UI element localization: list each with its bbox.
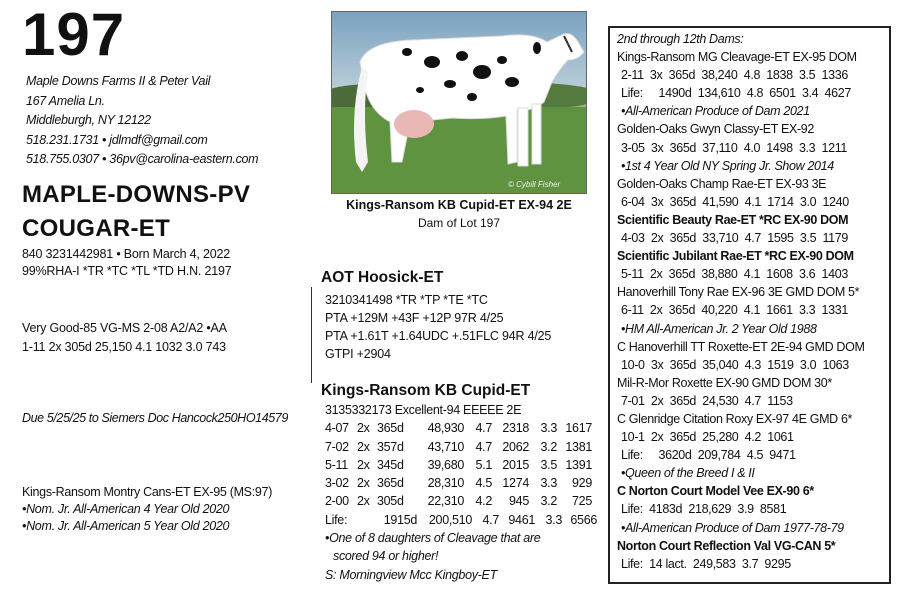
- pedigree-line: Life: 3620d 209,784 4.5 9471: [621, 448, 796, 463]
- dam-record-cell: 1391: [565, 457, 592, 472]
- dam-summary: [22, 484, 272, 535]
- pedigree-line: •All-American Produce of Dam 2021: [621, 104, 810, 119]
- classification-line: Very Good-85 VG-MS 2-08 A2/A2 •AA: [22, 321, 227, 335]
- dam-record-cell: 7-02: [325, 439, 349, 454]
- pedigree-line: Life: 1490d 134,610 4.8 6501 3.4 4627: [621, 86, 851, 101]
- pedigree-line: •HM All-American Jr. 2 Year Old 1988: [621, 321, 817, 336]
- life-milk: 200,510: [428, 512, 472, 527]
- sire-name: AOT Hoosick-ET: [321, 269, 444, 286]
- dam-record-cell: 4.7: [475, 421, 492, 436]
- dam-record-cell: 365d: [377, 421, 404, 436]
- owner-phone1: 518.231.1731 • jdlmdf@gmail.com: [26, 132, 208, 147]
- pedigree-line: C Hanoverhill TT Roxette-ET 2E-94 GMD DOM: [617, 339, 865, 354]
- dam-record-cell: 345d: [377, 457, 404, 472]
- pedigree-line: 5-11 2x 365d 38,880 4.1 1608 3.6 1403: [621, 267, 848, 282]
- dam-record-cell: 5.1: [475, 457, 492, 472]
- dam-record-cell: 945: [509, 494, 529, 509]
- pedigree-bracket-line: [311, 287, 312, 383]
- pedigree-line: Kings-Ransom MG Cleavage-ET EX-95 DOM: [617, 50, 857, 65]
- dam-record-cell: 2318: [502, 421, 529, 436]
- pedigree-line: 2-11 3x 365d 38,240 4.8 1838 3.5 1336: [621, 68, 848, 83]
- pedigree-line: Scientific Jubilant Rae-ET *RC EX-90 DOM: [617, 249, 854, 264]
- owner-name: Maple Downs Farms II & Peter Vail: [26, 74, 211, 88]
- dam-record-row: [325, 419, 597, 437]
- sire-line: PTA +129M +43F +12P 97R 4/25: [325, 311, 504, 325]
- pedigree-line: 6-11 2x 365d 40,220 4.1 1661 3.3 1331: [621, 303, 848, 318]
- animal-ids: [22, 246, 231, 279]
- dam-summary-line: Kings-Ransom Montry Cans-ET EX-95 (MS:97): [22, 485, 273, 499]
- cow-photo: [331, 11, 587, 194]
- dam-record-cell: 1381: [565, 439, 592, 454]
- pedigree-line: 4-03 2x 365d 33,710 4.7 1595 3.5 1179: [621, 231, 848, 246]
- photo-watermark: © Cybill Fisher: [508, 180, 561, 189]
- pedigree-line: C Glenridge Citation Roxy EX-97 4E GMD 6*: [617, 411, 853, 426]
- animal-name-line2: COUGAR-ET: [22, 215, 171, 242]
- dam-record-cell: 28,310: [427, 476, 464, 491]
- life-fat-pct: 4.7: [482, 512, 499, 527]
- pedigree-line: 3-05 3x 365d 37,110 4.0 1498 3.3 1211: [621, 140, 847, 155]
- dam-record-cell: 4.5: [475, 476, 492, 491]
- dam-record-cell: 3.5: [540, 457, 557, 472]
- pedigree-lines: [617, 30, 865, 573]
- pedigree-line: •1st 4 Year Old NY Spring Jr. Show 2014: [621, 158, 834, 173]
- dam-record-cell: 4.7: [475, 439, 492, 454]
- dam-record-row: [325, 492, 597, 510]
- pedigree-line: 7-01 2x 365d 24,530 4.7 1153: [621, 393, 793, 408]
- dam-record-cell: 22,310: [427, 494, 464, 509]
- sire-line: GTPI +2904: [325, 347, 391, 361]
- photo-caption-sub: Dam of Lot 197: [417, 216, 501, 230]
- dam-record-cell: 1274: [502, 476, 529, 491]
- dam-details: [325, 401, 597, 584]
- lot-number: 197: [22, 1, 126, 68]
- due-date: Due 5/25/25 to Siemers Doc Hancock250HO14579: [22, 411, 288, 425]
- dam-record-row: [325, 456, 597, 474]
- dam-record-cell: 2015: [502, 457, 529, 472]
- dam-records: [325, 419, 597, 510]
- dam-record-cell: 1617: [565, 421, 592, 436]
- dam-id-line: 3135332173 Excellent-94 EEEEE 2E: [325, 403, 522, 417]
- pedigree-line: Life: 14 lact. 249,583 3.7 9295: [621, 556, 791, 571]
- dam-record-row: [325, 438, 597, 456]
- dam-record-cell: 2x: [357, 476, 370, 491]
- dam-record-cell: 2x: [357, 421, 370, 436]
- sire-line: 3210341498 *TR *TP *TE *TC: [325, 293, 488, 307]
- sire-details: [325, 291, 551, 363]
- life-label: Life:: [325, 512, 348, 527]
- animal-haplo-line: 99%RHA-I *TR *TC *TL *TD H.N. 2197: [22, 263, 232, 278]
- dam-record-cell: 2x: [357, 457, 370, 472]
- dam-summary-note2: •Nom. Jr. All-American 5 Year Old 2020: [22, 519, 230, 533]
- dam-record-cell: 43,710: [427, 439, 464, 454]
- dam-record-cell: 2-00: [325, 494, 349, 509]
- dam-record-cell: 3.2: [540, 439, 557, 454]
- record-line: 1-11 2x 305d 25,150 4.1 1032 3.0 743: [22, 340, 226, 354]
- dam-record-cell: 3.3: [540, 476, 557, 491]
- life-pro-pct: 3.3: [545, 512, 562, 527]
- pedigree-line: •All-American Produce of Dam 1977-78-79: [621, 520, 844, 535]
- dam-record-cell: 365d: [377, 476, 404, 491]
- pedigree-line: Life: 4183d 218,629 3.9 8581: [621, 502, 787, 517]
- pedigree-line: Norton Court Reflection Val VG-CAN 5*: [617, 538, 836, 553]
- owner-contact: [26, 72, 258, 170]
- dam-sire-line: S: Morningview Mcc Kingboy-ET: [325, 567, 497, 582]
- animal-name-line1: MAPLE-DOWNS-PV: [22, 181, 251, 208]
- dam-record-cell: 3.3: [540, 421, 557, 436]
- dam-record-cell: 725: [572, 494, 592, 509]
- dam-name: Kings-Ransom KB Cupid-ET: [321, 382, 531, 399]
- photo-caption-name: Kings-Ransom KB Cupid-ET EX-94 2E: [346, 198, 572, 212]
- dam-record-cell: 3.2: [540, 494, 557, 509]
- dam-note1: •One of 8 daughters of Cleavage that are: [325, 531, 541, 546]
- sire-line: PTA +1.61T +1.64UDC +.51FLC 94R 4/25: [325, 329, 552, 343]
- animal-name: [22, 178, 250, 246]
- life-fat: 9461: [508, 512, 535, 527]
- dam-record-cell: 357d: [377, 439, 404, 454]
- pedigree-line: Golden-Oaks Champ Rae-ET EX-93 3E: [617, 176, 827, 191]
- life-days: 1915d: [383, 512, 417, 527]
- dam-record-row: [325, 474, 597, 492]
- pedigree-line: 10-0 3x 365d 35,040 4.3 1519 3.0 1063: [621, 357, 849, 372]
- pedigree-line: Golden-Oaks Gwyn Classy-ET EX-92: [617, 122, 814, 137]
- pedigree-line: 10-1 2x 365d 25,280 4.2 1061: [621, 430, 794, 445]
- dam-life-row: [325, 511, 597, 529]
- dam-record-cell: 929: [572, 476, 592, 491]
- pedigree-line: •Queen of the Breed I & II: [621, 466, 755, 481]
- pedigree-line: 2nd through 12th Dams:: [617, 32, 744, 46]
- pedigree-line: Scientific Beauty Rae-ET *RC EX-90 DOM: [617, 212, 849, 227]
- dam-record-cell: 2062: [502, 439, 529, 454]
- dam-record-cell: 305d: [377, 494, 404, 509]
- pedigree-line: Mil-R-Mor Roxette EX-90 GMD DOM 30*: [617, 375, 832, 390]
- dam-record-cell: 3-02: [325, 476, 349, 491]
- dam-record-cell: 5-11: [325, 457, 348, 472]
- owner-city: Middleburgh, NY 12122: [26, 113, 151, 127]
- dam-record-cell: 39,680: [427, 457, 464, 472]
- cow-illustration: [332, 12, 586, 193]
- dam-note2: scored 94 or higher!: [333, 549, 439, 564]
- dam-record-cell: 48,930: [427, 421, 464, 436]
- dam-record-cell: 4.2: [475, 494, 492, 509]
- life-pro: 6566: [570, 512, 597, 527]
- pedigree-line: C Norton Court Model Vee EX-90 6*: [617, 484, 814, 499]
- dam-summary-note1: •Nom. Jr. All-American 4 Year Old 2020: [22, 502, 230, 516]
- dam-record-cell: 2x: [357, 494, 370, 509]
- animal-id-line: 840 3231442981 • Born March 4, 2022: [22, 247, 230, 261]
- dam-record-cell: 2x: [357, 439, 370, 454]
- owner-street: 167 Amelia Ln.: [26, 93, 105, 108]
- pedigree-line: Hanoverhill Tony Rae EX-96 3E GMD DOM 5*: [617, 285, 860, 300]
- animal-classification: [22, 319, 227, 357]
- dam-record-cell: 4-07: [325, 421, 349, 436]
- owner-phone2: 518.755.0307 • 36pv@carolina-eastern.com: [26, 152, 259, 166]
- pedigree-line: 6-04 3x 365d 41,590 4.1 1714 3.0 1240: [621, 194, 849, 209]
